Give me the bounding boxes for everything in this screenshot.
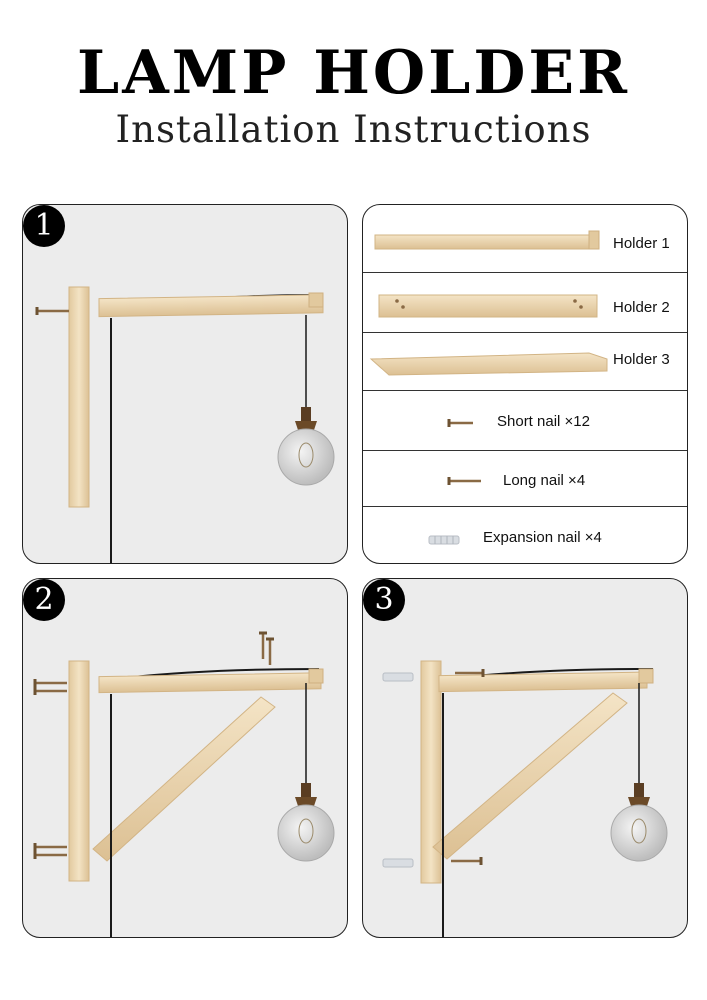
part-row-long-nail [363,451,687,507]
step-3-illustration [363,579,688,938]
part-label: Expansion nail ×4 [483,529,602,546]
part-row-holder-3 [363,333,687,391]
step-2-illustration [23,579,348,938]
step-2-panel [22,578,348,938]
part-row-short-nail [363,391,687,451]
step-1-illustration [23,205,348,564]
step-3-panel [362,578,688,938]
parts-list [362,204,688,564]
long-nail-icon [37,307,69,315]
part-row-holder-1 [363,205,687,273]
step-badge-3: 3 [363,579,405,621]
part-label: Short nail ×12 [497,413,590,430]
long-nail-icon [35,679,67,695]
expansion-nail-icon [383,673,413,867]
part-label: Holder 1 [613,235,670,252]
pendant-lamp-icon [611,783,667,861]
part-row-expansion-nail [363,507,687,564]
page-subtitle: Installation Instructions [115,108,592,151]
pendant-lamp-icon [278,783,334,861]
long-nail-icon [35,843,67,859]
part-label: Holder 3 [613,351,670,368]
part-label: Holder 2 [613,299,670,316]
step-badge-1: 1 [23,205,65,247]
short-nail-icon [259,633,274,665]
step-1-panel [22,204,348,564]
step-badge-2: 2 [23,579,65,621]
pendant-lamp-icon [278,407,334,485]
page-title: LAMP HOLDER [77,38,630,108]
part-label: Long nail ×4 [503,472,586,489]
part-row-holder-2 [363,273,687,333]
